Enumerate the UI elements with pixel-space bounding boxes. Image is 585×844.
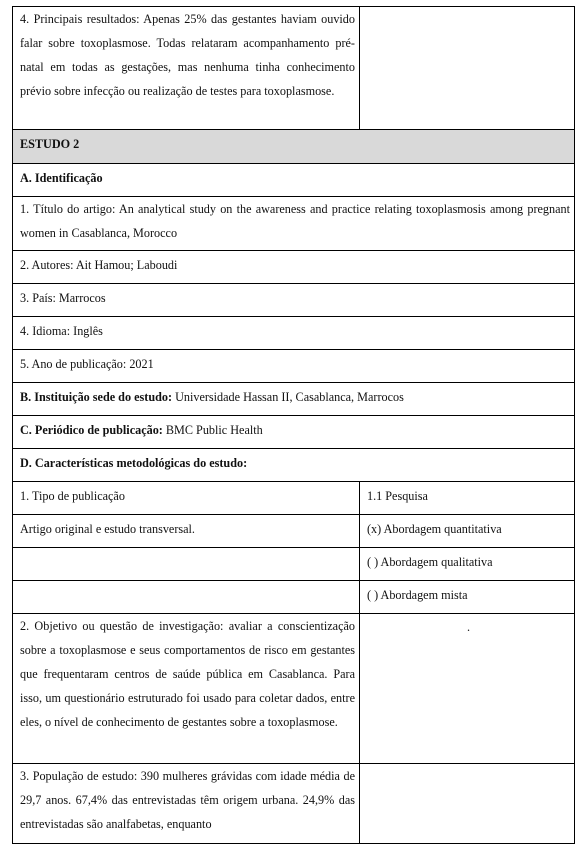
row-titulo [13, 197, 575, 251]
pesquisa-cell: 1.1 Pesquisa [360, 482, 575, 515]
row-pais [13, 284, 575, 317]
row-tipo-publicacao [13, 482, 575, 515]
instituicao-label: B. Instituição sede do estudo: [20, 390, 173, 404]
quantitativa-option: (x) Abordagem quantitativa [360, 515, 575, 548]
mista-option: ( ) Abordagem mista [360, 581, 575, 614]
caracteristicas-heading: D. Características metodológicas do estudo: [13, 449, 575, 482]
row-ano [13, 350, 575, 383]
row-caracteristicas [13, 449, 575, 482]
row-qualitativa [13, 548, 575, 581]
row-identificacao [13, 164, 575, 197]
ano-cell: 5. Ano de publicação: 2021 [13, 350, 575, 383]
row-idioma [13, 317, 575, 350]
objetivo-right-cell: . [360, 614, 575, 764]
empty-cell [13, 548, 360, 581]
instituicao-value: Universidade Hassan II, Casablanca, Marrocos [172, 390, 404, 404]
row-periodico [13, 416, 575, 449]
identificacao-heading: A. Identificação [13, 164, 575, 197]
row-objetivo [13, 614, 575, 764]
principais-resultados-cell: 4. Principais resultados: Apenas 25% das gestantes haviam ouvido falar sobre toxoplasmose. Todas relataram acompanhamento pré-natal em todas as gestações, mas nenhuma tinha conhecimento prévio sobre infecção ou realização de testes para toxoplasmose. [13, 7, 360, 130]
row-autores [13, 251, 575, 284]
row-principais-resultados [13, 7, 575, 130]
empty-cell [360, 7, 575, 130]
empty-cell [360, 764, 575, 844]
populacao-cell: 3. População de estudo: 390 mulheres grávidas com idade média de 29,7 anos. 67,4% das entrevistadas têm origem urbana. 24,9% das entrevistadas são analfabetas, enquanto [13, 764, 360, 844]
row-artigo [13, 515, 575, 548]
row-populacao [13, 764, 575, 844]
artigo-cell: Artigo original e estudo transversal. [13, 515, 360, 548]
periodico-label: C. Periódico de publicação: [20, 423, 163, 437]
autores-cell: 2. Autores: Ait Hamou; Laboudi [13, 251, 575, 284]
pais-cell: 3. País: Marrocos [13, 284, 575, 317]
qualitativa-option: ( ) Abordagem qualitativa [360, 548, 575, 581]
study-heading: ESTUDO 2 [13, 130, 575, 164]
row-mista [13, 581, 575, 614]
periodico-value: BMC Public Health [162, 423, 263, 437]
tipo-publicacao-cell: 1. Tipo de publicação [13, 482, 360, 515]
empty-cell [13, 581, 360, 614]
row-estudo-2 [13, 130, 575, 164]
objetivo-cell: 2. Objetivo ou questão de investigação: avaliar a conscientização sobre a toxoplasmose e seus comportamentos de risco em gestantes que frequentaram centros de saúde pública em Casablanca. Para isso, um questionário estruturado foi usado para coletar dados, entre eles, o nível de conhecimento de gestantes sobre a toxoplasmose. [13, 614, 360, 764]
periodico-cell [13, 416, 575, 449]
study-form-table [12, 6, 575, 844]
idioma-cell: 4. Idioma: Inglês [13, 317, 575, 350]
instituicao-cell [13, 383, 575, 416]
titulo-cell: 1. Título do artigo: An analytical study on the awareness and practice relating toxoplasmosis among pregnant women in Casablanca, Morocco [13, 197, 575, 251]
row-instituicao [13, 383, 575, 416]
